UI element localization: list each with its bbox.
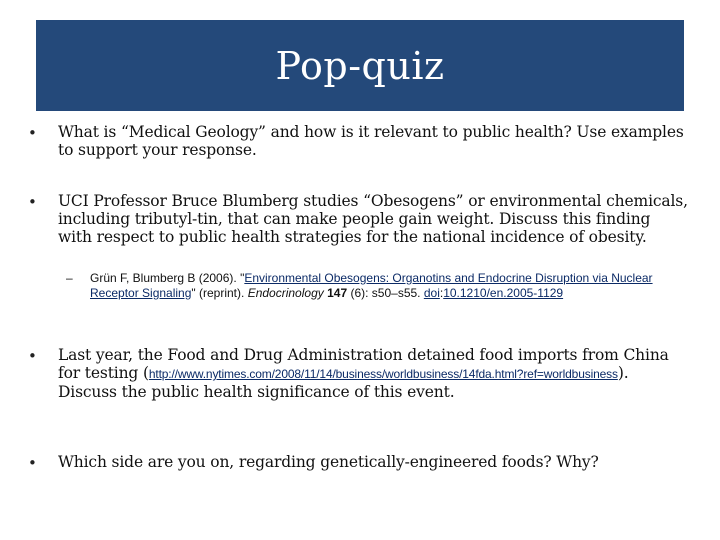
doi-link[interactable]: 10.1210/en.2005-1129 xyxy=(443,285,564,300)
title-bar xyxy=(36,20,684,111)
nytimes-link[interactable]: http://www.nytimes.com/2008/11/14/business/worldbusiness/14fda.html?ref=worldbusiness xyxy=(148,367,618,381)
question-1-text: What is “Medical Geology” and how is it relevant to public health? Use examples to support your response. xyxy=(58,123,684,159)
citation-text xyxy=(90,271,666,300)
bullet-marker: • xyxy=(28,124,37,142)
question-4 xyxy=(28,453,688,474)
journal-name: Endocrinology xyxy=(247,285,324,300)
question-3 xyxy=(28,346,688,401)
citation-reprint: " (reprint). xyxy=(191,285,248,300)
bullet-marker: • xyxy=(28,193,37,211)
question-3-intro: Last year, the Food and Drug Administration detained food imports from China for testing ( xyxy=(58,346,669,382)
question-4-text: Which side are you on, regarding genetically-engineered foods? Why? xyxy=(58,453,599,471)
doi-colon: : xyxy=(439,285,444,300)
issue-pages: (6): s50–s55. xyxy=(347,285,424,300)
question-2 xyxy=(28,192,688,246)
question-2-text: UCI Professor Bruce Blumberg studies “Obesogens” or environmental chemicals, including tributyl-tin, that can make people gain weight. Discuss this finding with respect to public health strategies for the national incidence of obesity. xyxy=(58,192,688,246)
bullet-marker: • xyxy=(28,347,37,365)
question-3-text xyxy=(58,346,688,401)
dash-marker: – xyxy=(66,271,73,285)
question-3-outro: ). Discuss the public health significance of this event. xyxy=(58,364,629,401)
bullet-marker: • xyxy=(28,454,37,472)
article-link[interactable]: Environmental Obesogens: Organotins and Endocrine Disruption via Nuclear Receptor Signaling xyxy=(90,271,653,300)
citation-authors: Grün F, Blumberg B (2006). " xyxy=(90,271,245,285)
question-1 xyxy=(28,123,688,159)
slide-title: Pop-quiz xyxy=(275,43,445,88)
journal-volume: 147 xyxy=(327,285,348,300)
doi-label-link[interactable]: doi xyxy=(423,285,440,300)
reference-citation xyxy=(66,271,666,300)
